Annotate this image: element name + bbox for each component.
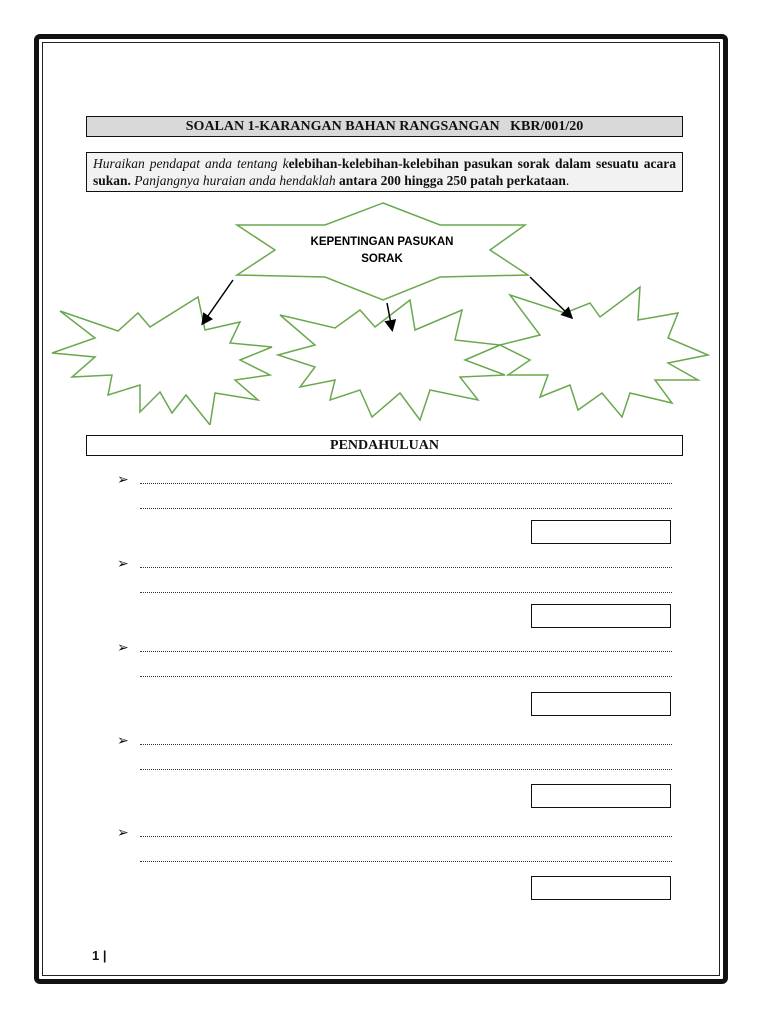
left-burst-shape bbox=[52, 297, 272, 425]
instruction-part3: Panjangnya huraian anda hendaklah bbox=[130, 173, 340, 188]
question-title bbox=[86, 116, 683, 137]
answer-point-3 bbox=[115, 640, 675, 723]
answer-line[interactable] bbox=[140, 861, 672, 862]
arrow-bullet-icon: ➢ bbox=[117, 472, 129, 488]
center-star-shape bbox=[237, 203, 528, 300]
center-star-label-line1: KEPENTINGAN PASUKAN bbox=[310, 236, 454, 248]
answer-line[interactable] bbox=[140, 592, 672, 593]
answer-line[interactable] bbox=[140, 769, 672, 770]
section-title-text: PENDAHULUAN bbox=[330, 438, 439, 453]
section-title bbox=[86, 435, 683, 456]
answer-line[interactable] bbox=[140, 651, 672, 652]
instruction-part4: antara 200 hingga 250 patah perkataan bbox=[339, 173, 566, 188]
mind-map-diagram bbox=[0, 195, 768, 425]
instruction-part1: Huraikan pendapat anda tentang k bbox=[93, 156, 289, 171]
answer-line[interactable] bbox=[140, 508, 672, 509]
arrow-bullet-icon: ➢ bbox=[117, 556, 129, 572]
answer-point-5 bbox=[115, 825, 675, 908]
center-star-label-line2: SORAK bbox=[361, 253, 403, 265]
right-burst-shape bbox=[500, 287, 708, 417]
score-box[interactable] bbox=[531, 692, 671, 716]
page-number: 1 | bbox=[92, 948, 107, 963]
middle-burst-shape bbox=[278, 300, 505, 420]
answer-point-1 bbox=[115, 472, 675, 555]
answer-line[interactable] bbox=[140, 836, 672, 837]
answer-line[interactable] bbox=[140, 483, 672, 484]
instruction-part5: . bbox=[565, 173, 570, 188]
score-box[interactable] bbox=[531, 520, 671, 544]
question-title-text: SOALAN 1-KARANGAN BAHAN RANGSANGAN KBR/001/20 bbox=[185, 119, 584, 134]
instruction-box bbox=[86, 152, 683, 192]
arrow-bullet-icon: ➢ bbox=[117, 640, 129, 656]
score-box[interactable] bbox=[531, 876, 671, 900]
answer-point-2 bbox=[115, 556, 675, 639]
arrow-left bbox=[203, 280, 233, 323]
answer-line[interactable] bbox=[140, 567, 672, 568]
answer-point-4 bbox=[115, 733, 675, 816]
score-box[interactable] bbox=[531, 604, 671, 628]
arrow-bullet-icon: ➢ bbox=[117, 825, 129, 841]
instruction-part2: elebihan-kelebihan-kelebihan pasukan sorak dalam sesuatu acara sukan. bbox=[93, 156, 676, 188]
answer-line[interactable] bbox=[140, 744, 672, 745]
score-box[interactable] bbox=[531, 784, 671, 808]
arrow-bullet-icon: ➢ bbox=[117, 733, 129, 749]
answer-line[interactable] bbox=[140, 676, 672, 677]
